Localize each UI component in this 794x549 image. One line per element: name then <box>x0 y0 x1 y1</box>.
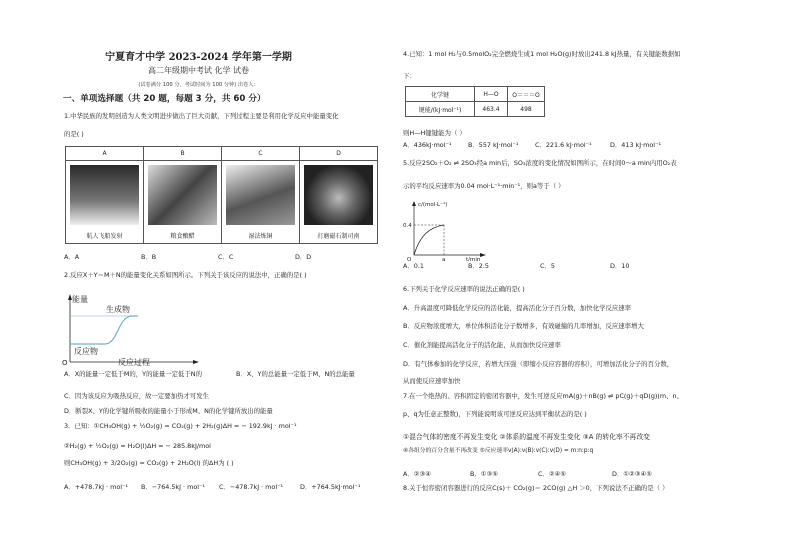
q4-option-d: D．413 kJ·mol⁻¹ <box>610 141 662 149</box>
q2-product-label: 生成物 <box>106 305 130 314</box>
q7-line-4: ④各组分的百分含量不再改变 ⑤反应速率v(A):v(B):v(C):v(D) = m:n:p:q <box>403 448 594 454</box>
q1-cell-d <box>300 161 378 244</box>
q4-line-1: 4.已知：1 mol H₂与0.5molO₂完全燃烧生成1 mol H₂O(g)时放出241.8 kJ热量，有关键能数据如 <box>403 50 681 58</box>
q2-option-d: D．断裂X、Y的化学键所吸收的能量小于形成M、N的化学键所放出的能量 <box>64 407 273 415</box>
q7-line-3: ①混合气体的密度不再发生变化 ②体系的温度不再发生变化 ③A 的转化率不再改变 <box>403 433 650 441</box>
q7-option-b: B．①③⑤ <box>470 470 498 478</box>
q1-option-c: C．C <box>218 253 234 261</box>
exam-title: 宁夏育才中学 2023-2024 学年第一学期 <box>105 52 292 63</box>
q2-stem: 2.反应X＋Y＝M＋N的能量变化关系如图所示。下列关于该反应的说法中，正确的是( ) <box>64 271 307 279</box>
q1-caption-b: 粮食酿醋 <box>170 233 195 240</box>
q4-option-b: B．557 kJ·mol⁻¹ <box>468 141 519 149</box>
compass-image <box>304 165 373 225</box>
q4-line-2: 下： <box>403 72 416 80</box>
q5-x-arrow <box>480 253 486 257</box>
q7-option-c: C．②④⑤ <box>538 470 567 478</box>
q1-caption-a: 航人飞船发射 <box>86 233 123 240</box>
q2-option-c: C．因为该反应为吸热反应，故一定要加热才可发生 <box>64 392 210 400</box>
q1-caption-c: 湿法炼铜 <box>248 233 273 240</box>
q5-line-2: 示的平均反应速率为0.04 mol·L⁻¹·min⁻¹，则a等于（ ） <box>403 182 565 190</box>
q4-table-value-oo: 498 <box>508 102 545 117</box>
q2-xlabel: 反应过程 <box>118 358 150 366</box>
q3-option-d: D．+764.5kJ·mol⁻¹ <box>300 483 361 491</box>
q6-stem: 6.下列关于化学反应速率的说法正确的是( ) <box>403 285 525 293</box>
q1-option-a: A．A <box>64 253 80 261</box>
q4-table-row-label: 键能/(kJ·mol⁻¹) <box>406 102 475 117</box>
q6-option-c: C．催化剂能提高活化分子的活化能，从而加快反应速率 <box>403 341 561 349</box>
q1-image-table <box>65 146 378 244</box>
section-heading: 一、单项选择题（共 20 题，每题 3 分，共 60 分） <box>63 94 266 104</box>
q1-cell-c <box>222 161 300 244</box>
q1-header-d: D <box>300 147 378 161</box>
copper-smelting-image <box>226 165 295 225</box>
exam-note: (试卷满分 100 分，考试时间为 100 分钟) 出卷人： <box>138 82 259 88</box>
q5-ylabel: c/(mol·L⁻¹) <box>418 202 448 208</box>
q2-ylabel: 能量 <box>72 295 88 304</box>
q1-header-b: B <box>144 147 222 161</box>
q4-bond-table <box>405 86 545 117</box>
q5-option-c: C．5 <box>540 262 555 270</box>
q6-option-b: B．反应物浓度增大，单位体积活化分子数增多，有效碰撞的几率增加，反应速率增大 <box>403 322 644 330</box>
q3-line-3: 则CH₃OH(g) + 3/2O₂(g) = CO₂(g) + 2H₂O(l) 的ΔH为 ( ) <box>64 459 234 467</box>
q5-curve <box>414 225 444 255</box>
q4-table-value-ho: 463.4 <box>475 102 508 117</box>
q6-option-a: A．升高温度可降低化学反应的活化能，提高活化分子百分数，加快化学反应速率 <box>403 304 632 312</box>
q5-ytick: 0.4 <box>403 223 412 229</box>
q2-energy-graph <box>60 290 210 366</box>
q4-line-3: 则H—H键键能为（ ） <box>403 129 466 137</box>
q1-option-d: D．D <box>295 253 312 261</box>
q2-origin: O <box>62 359 68 366</box>
q8-line-1: 8.关于恒容密闭容器进行的反应C(s)＋ CO₂(g)＝ 2CO(g) △H ＞0，下列说法不正确的是（ ） <box>403 484 669 492</box>
q1-stem-2: 的是( ) <box>64 130 84 138</box>
q2-x-arrow <box>193 360 199 364</box>
q5-xtick: a <box>442 257 446 261</box>
q6-option-d-cont: 从而使反应速率加快 <box>403 377 461 385</box>
q2-option-b: B．X、Y的总能量一定低于M、N的总能量 <box>236 370 355 378</box>
q2-option-a: A．X的能量一定低于M的，Y的能量一定低于N的 <box>64 370 202 378</box>
q4-table-header-oo: O＝＝＝O <box>508 87 545 102</box>
q3-line-1: 3．已知：①CH₃OH(g) + ½O₂(g) = CO₂(g) + 2H₂(g)ΔH = − 192.9kJ · mol⁻¹ <box>64 422 297 430</box>
q3-option-a: A．+478.7kJ · mol⁻¹ <box>64 483 128 491</box>
q3-line-2: ②H₂(g) + ½O₂(g) = H₂O(l)ΔH = − 285.8kJ/mol <box>64 442 211 450</box>
q7-option-d: D．①②③④⑤ <box>612 470 652 478</box>
q4-table-header-bond: 化学键 <box>406 87 475 102</box>
q1-cell-b <box>144 161 222 244</box>
exam-subtitle: 高二年级期中考试 化学 试卷 <box>147 66 250 75</box>
q2-energy-curve <box>70 316 138 344</box>
q7-option-a: A．②③④ <box>403 470 431 478</box>
q1-header-c: C <box>222 147 300 161</box>
q4-option-a: A．436kJ·mol⁻¹ <box>403 141 452 149</box>
q5-y-arrow <box>412 201 416 206</box>
q3-option-c: C．−478.7kJ · mol⁻¹ <box>219 483 284 491</box>
q5-origin: O <box>407 257 412 261</box>
q5-concentration-graph <box>402 197 497 261</box>
q1-cell-a <box>66 161 144 244</box>
q2-reactant-label: 反应物 <box>74 347 98 356</box>
q5-option-d: D．10 <box>610 262 630 270</box>
q4-table-header-ho: H—O <box>475 87 508 102</box>
q3-option-b: B．−764.5kJ · mol⁻¹ <box>141 483 205 491</box>
q5-line-1: 5.反应2SO₂＋O₂ ⇌ 2SO₃经a min后，SO₃浓度的变化情况如图所示，在时间0～a min内用O₂表 <box>403 159 677 167</box>
vinegar-brewing-image <box>148 165 217 225</box>
q1-option-b: B．B <box>141 253 157 261</box>
q1-caption-d: 打磨磁石制司南 <box>317 233 360 240</box>
q5-option-a: A．0.1 <box>403 262 424 270</box>
q5-xlabel: t/min <box>466 257 481 261</box>
rocket-launch-image <box>70 165 139 225</box>
q6-option-d: D．有气体参加的化学反应，若增大压强（即缩小反应容器的容积），可增加活化分子的百分数， <box>403 360 674 368</box>
q5-option-b: B．2.5 <box>468 262 489 270</box>
q7-line-1: 7.在一个绝热的、容积固定的密闭容器中，发生可逆反应mA(g)＋nB(g) ⇌ pC(g)＋qD(g)(m、n、 <box>403 392 683 400</box>
q1-stem: 1.中华民族的发明创造为人类文明进步做出了巨大贡献，下列过程主要是利用化学反应中能量变化 <box>64 112 339 120</box>
q4-option-c: C．221.6 kJ·mol⁻¹ <box>535 141 592 149</box>
q7-line-2: p、q为任意正整数)，下列能说明该可逆反应达到平衡状态的是( ) <box>403 410 587 418</box>
q1-header-a: A <box>66 147 144 161</box>
